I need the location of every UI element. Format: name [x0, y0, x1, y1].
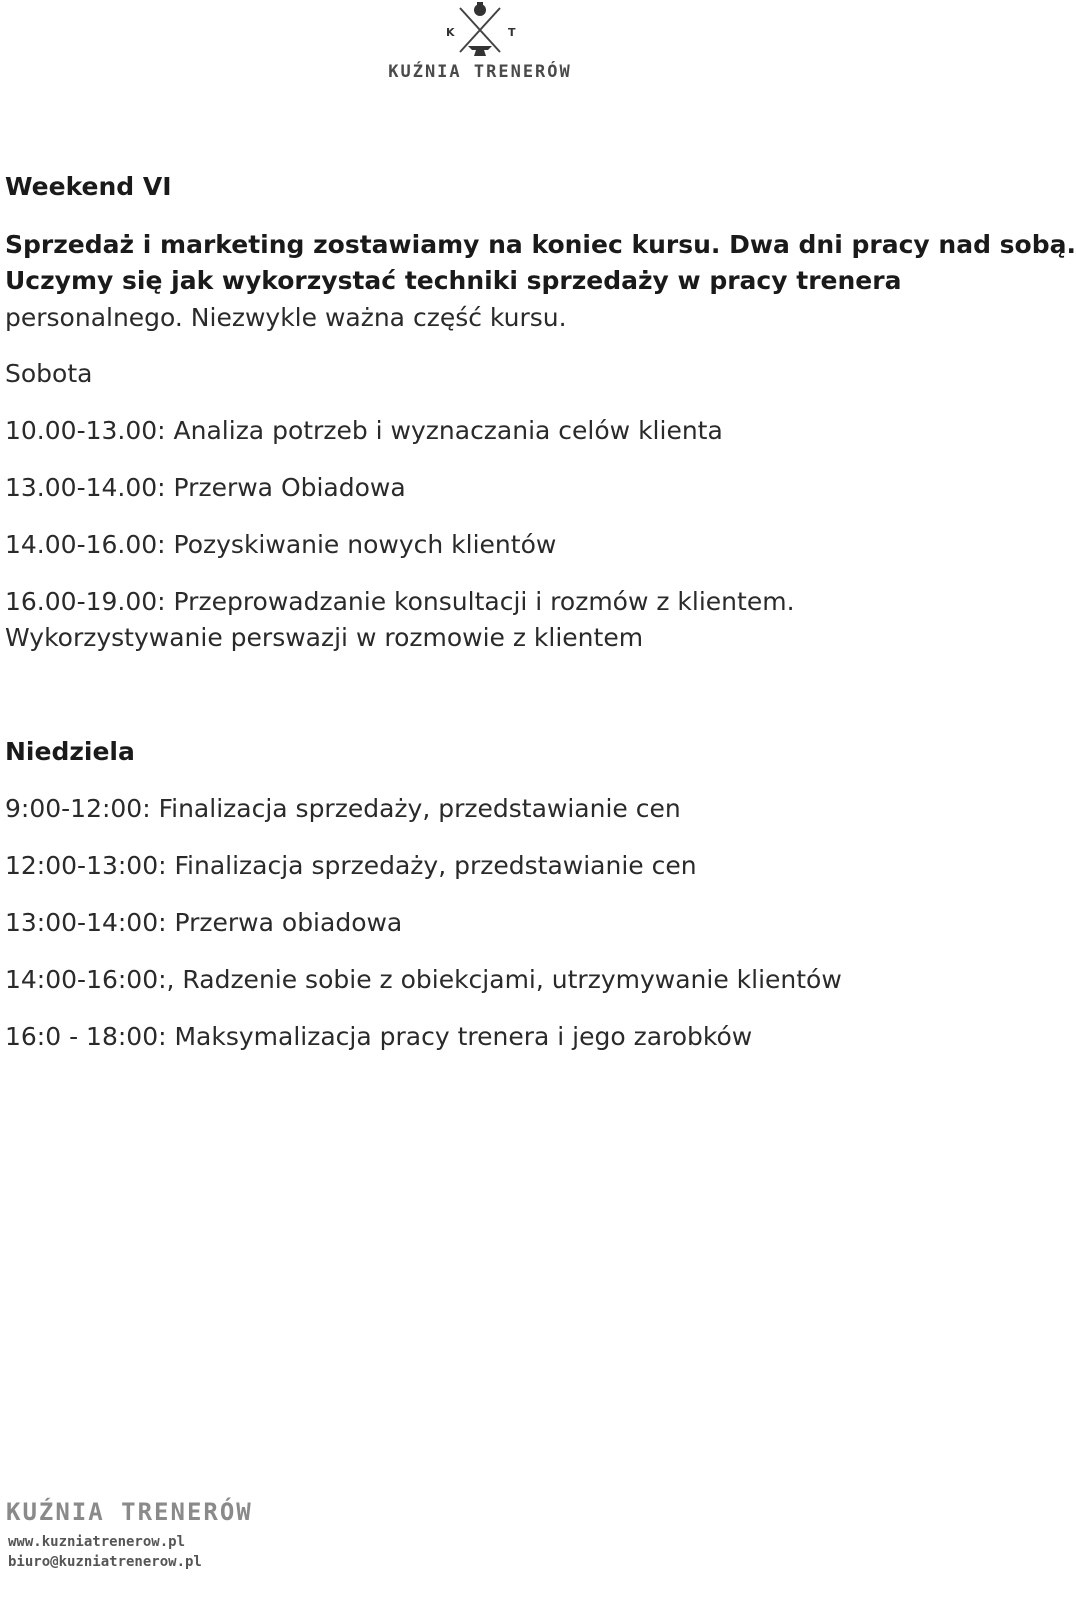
document-title: Weekend VI — [5, 172, 172, 201]
saturday-item-5: Wykorzystywanie perswazji w rozmowie z klientem — [5, 623, 644, 652]
logo-text: KUŹNIA TRENERÓW — [388, 62, 572, 82]
footer-email[interactable]: biuro@kuzniatrenerow.pl — [8, 1554, 202, 1570]
footer-website[interactable]: www.kuzniatrenerow.pl — [8, 1534, 186, 1550]
saturday-item-1: 10.00-13.00: Analiza potrzeb i wyznaczania celów klienta — [5, 416, 723, 445]
logo-initial-t: T — [508, 26, 516, 39]
sunday-item-1: 9:00-12:00: Finalizacja sprzedaży, przedstawianie cen — [5, 794, 681, 823]
header-logo — [360, 0, 600, 90]
intro-line-3: personalnego. Niezwykle ważna część kursu. — [5, 303, 567, 332]
sunday-item-5: 16:0 - 18:00: Maksymalizacja pracy trenera i jego zarobków — [5, 1022, 753, 1051]
sunday-heading: Niedziela — [5, 737, 135, 766]
intro-line-1: Sprzedaż i marketing zostawiamy na koniec kursu. Dwa dni pracy nad sobą. — [5, 230, 1076, 259]
saturday-heading: Sobota — [5, 359, 93, 388]
logo-emblem-icon — [422, 0, 538, 60]
saturday-item-2: 13.00-14.00: Przerwa Obiadowa — [5, 473, 406, 502]
sunday-item-3: 13:00-14:00: Przerwa obiadowa — [5, 908, 403, 937]
footer — [6, 1498, 266, 1608]
saturday-item-3: 14.00-16.00: Pozyskiwanie nowych klientów — [5, 530, 557, 559]
sunday-item-2: 12:00-13:00: Finalizacja sprzedaży, przedstawianie cen — [5, 851, 697, 880]
sunday-item-4: 14:00-16:00:, Radzenie sobie z obiekcjami, utrzymywanie klientów — [5, 965, 842, 994]
logo-initial-k: K — [446, 26, 455, 39]
footer-brand: KUŹNIA TRENERÓW — [6, 1498, 253, 1526]
intro-line-2: Uczymy się jak wykorzystać techniki sprzedaży w pracy trenera — [5, 266, 902, 295]
saturday-item-4: 16.00-19.00: Przeprowadzanie konsultacji i rozmów z klientem. — [5, 587, 795, 616]
